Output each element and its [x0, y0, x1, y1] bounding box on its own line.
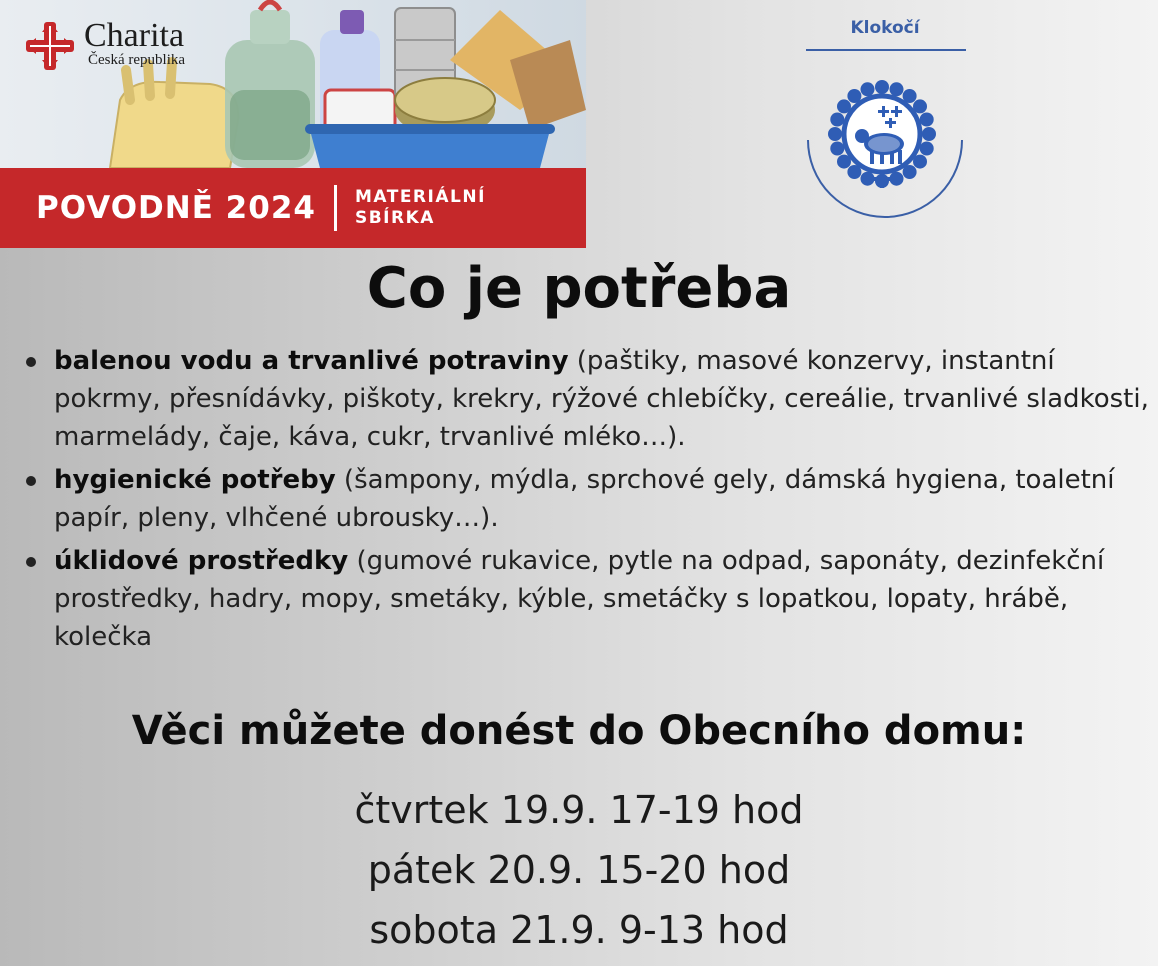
rosary-bead [861, 82, 875, 96]
need-item-food [22, 342, 1152, 456]
rosary-bead [922, 127, 936, 141]
need-item-hygiene [22, 461, 1152, 537]
hours-thursday: čtvrtek 19.9. 17-19 hod [354, 788, 804, 832]
brand-name: Charita [84, 17, 185, 54]
banner-subtitle-line1: MATERIÁLNÍ [354, 187, 486, 207]
collection-banner [0, 0, 586, 248]
drop-off-heading: Věci můžete donést do Obecního domu: [131, 708, 1027, 754]
need-detail: (gumové rukavice, pytle na odpad, saponáty, dezinfekční prostředky, hadry, mopy, smetáky, kýble, smetáčky s lopatkou, lopaty, hrábě, kolečka [54, 546, 1105, 652]
banner-strip [0, 168, 586, 248]
rosary-bead [920, 113, 934, 127]
rosary-bead [830, 142, 844, 156]
banner-subtitle-line2: SBÍRKA [354, 208, 435, 228]
parish-logo [800, 12, 970, 222]
rosary-bead [890, 82, 904, 96]
opening-hours [0, 780, 1158, 960]
hours-saturday: sobota 21.9. 9-13 hod [369, 908, 789, 952]
rosary-bead [830, 113, 844, 127]
brand-subtitle: Česká republika [88, 52, 186, 68]
rosary-bead [890, 172, 904, 186]
need-detail: (paštiky, masové konzervy, instantní pokrmy, přesnídávky, piškoty, krekry, rýžové chlebíčky, cereálie, trvanlivé sladkosti, marmelády, čaje, káva, cukr, trvanlivé mléko…). [54, 346, 1149, 452]
charita-cross-icon [22, 18, 78, 74]
needs-heading: Co je potřeba [366, 256, 792, 321]
rosary-bead [875, 80, 889, 94]
banner-photo [0, 0, 586, 168]
lamb-emblem-icon [800, 62, 970, 222]
rosary-bead [828, 127, 842, 141]
rosary-bead [920, 142, 934, 156]
banner-subtitle [355, 187, 486, 229]
parish-divider [806, 49, 966, 51]
parish-name: Klokočí [850, 18, 920, 38]
need-title: hygienické potřeby [54, 465, 336, 495]
rosary-bead [861, 172, 875, 186]
need-title: úklidové prostředky [54, 546, 349, 576]
need-title: balenou vodu a trvanlivé potraviny [54, 346, 569, 376]
hours-friday: pátek 20.9. 15-20 hod [367, 848, 791, 892]
needs-list [22, 342, 1152, 661]
charita-logo [22, 18, 185, 74]
need-detail: (šampony, mýdla, sprchové gely, dámská hygiena, toaletní papír, pleny, vlhčené ubrousky…). [54, 465, 1115, 533]
need-item-cleaning [22, 542, 1152, 656]
banner-title: POVODNĚ 2024 [36, 190, 316, 226]
banner-divider [334, 185, 337, 231]
